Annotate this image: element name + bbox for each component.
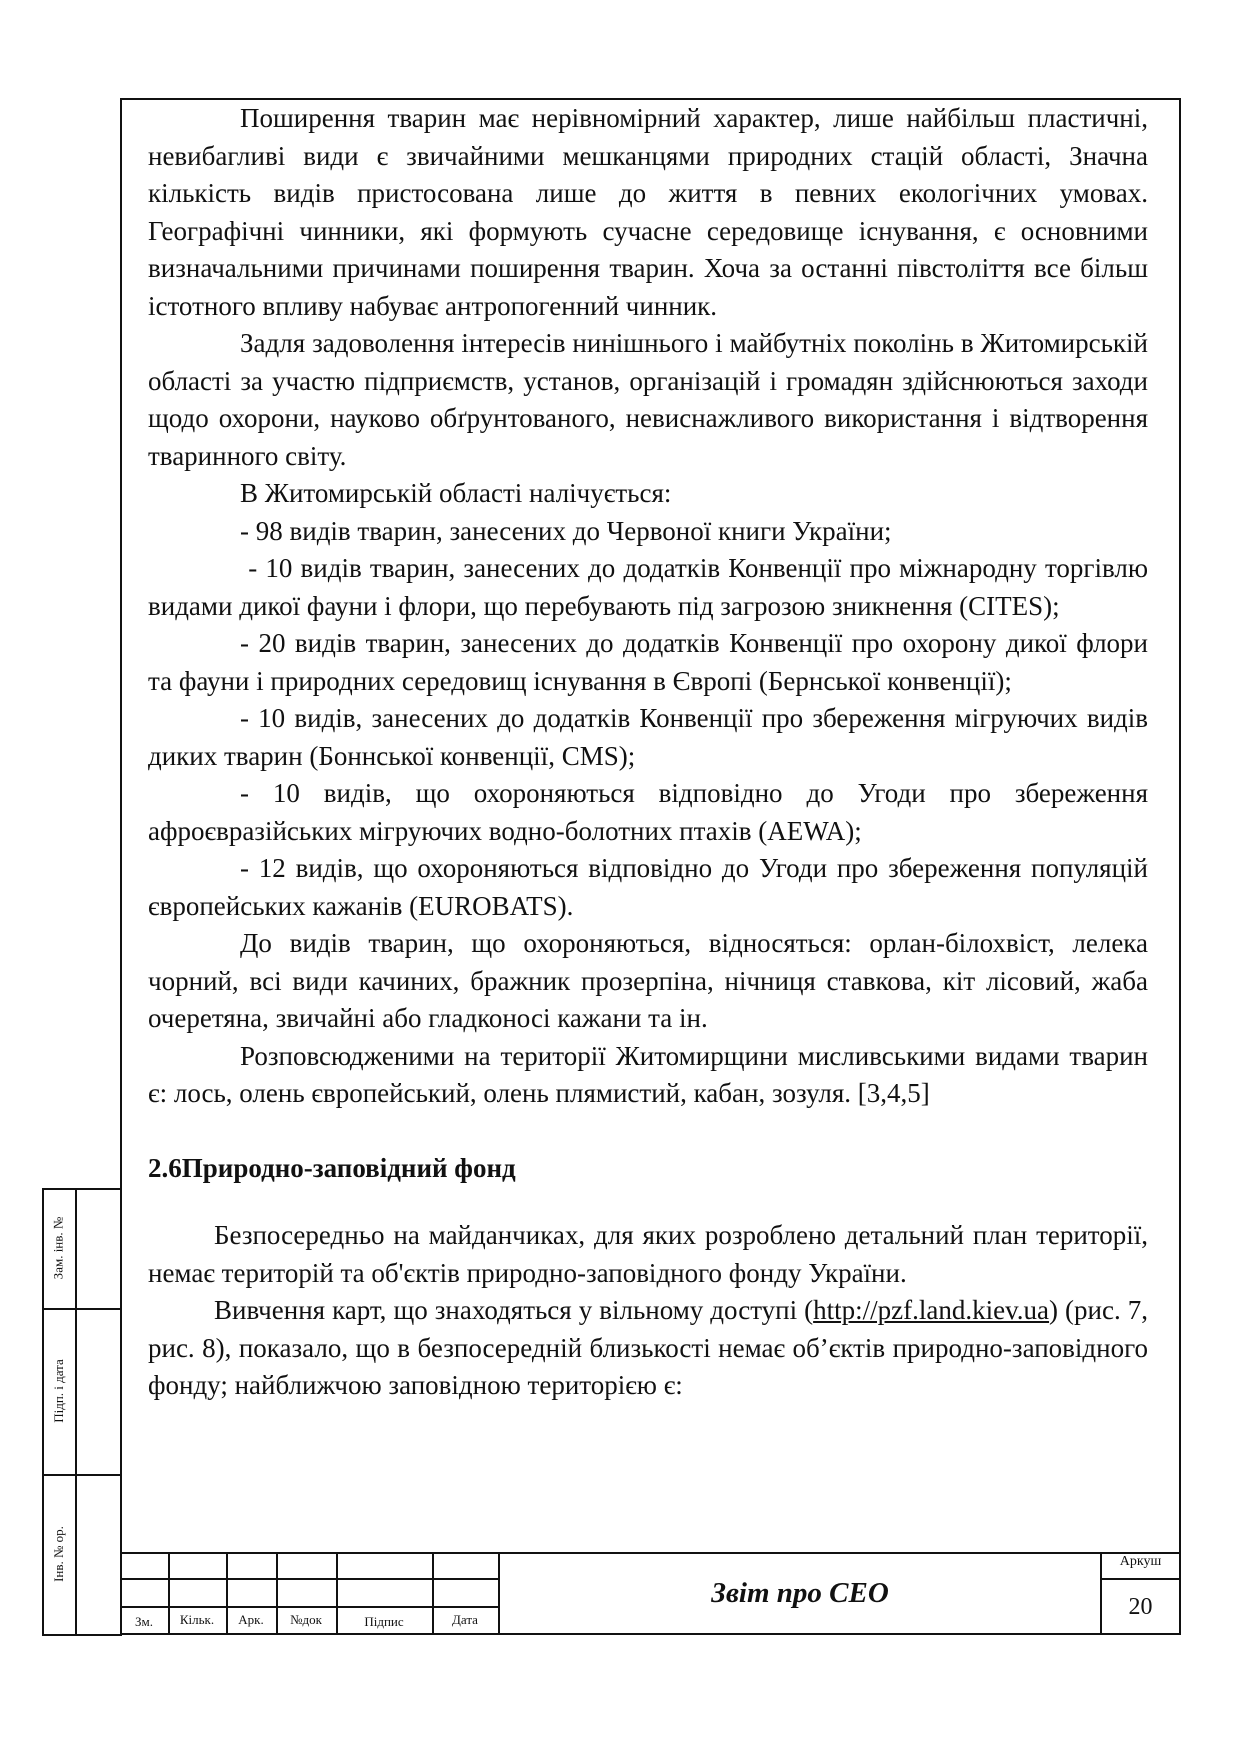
document-title: Звіт про СЕО: [711, 1577, 889, 1609]
paragraph: До видів тварин, що охороняються, відносяться: орлан-білохвіст, лелека чорний, всі види качиних, бражник прозерпіна, нічниця ставкова, кіт лісовий, жаба очеретяна, звичайні або гладконосі кажани та ін.: [148, 928, 1148, 1033]
title-block-line: [1100, 1578, 1181, 1580]
inv-orig-label: Інв. № ор.: [50, 1526, 66, 1582]
list-item: - 12 видів, що охороняються відповідно до Угоди про збереження популяцій європейських кажанів (EUROBATS).: [148, 853, 1148, 921]
list-item: - 10 видів, що охороняються відповідно до Угоди про збереження афроєвразійських мігруючих водно-болотних птахів (AEWA);: [148, 778, 1148, 846]
side-stamp-divider: [75, 1188, 77, 1634]
col-label: Арк.: [238, 1612, 264, 1627]
paragraph: В Житомирській області налічується:: [240, 478, 672, 508]
pidp-data-label: Підп. і дата: [50, 1359, 66, 1423]
paragraph: [148, 1292, 1148, 1405]
paragraph: Поширення тварин має нерівномірний характер, лише найбільш пластичні, невибагливі види є звичайними мешканцями природних стацій області, Значна кількість видів пристосована лише до життя в певних екологічних умовах. Географічні чинники, які формують сучасне середовище існування, є основними визначальними причинами поширення тварин. Хоча за останні півстоліття все більш істотного впливу набуває антропогенний чинник.: [148, 103, 1148, 321]
col-label: Підпис: [364, 1614, 404, 1629]
paragraph: Безпосередньо на майданчиках, для яких розроблено детальний план території, немає територій та об'єктів природно-заповідного фонду України.: [148, 1220, 1148, 1288]
col-label: Зм.: [135, 1614, 153, 1629]
pzf-link[interactable]: http://pzf.land.kiev.ua: [813, 1295, 1050, 1325]
document-body: [148, 100, 1155, 1405]
col-label: Кільк.: [179, 1612, 215, 1627]
col-label: №док: [290, 1612, 322, 1627]
list-item: - 10 видів тварин, занесених до додатків Конвенції про міжнародну торгівлю видами дикої фауни і флори, що перебувають під загрозою зникнення (CITES);: [148, 553, 1155, 621]
paragraph-text: Вивчення карт, що знаходяться у вільному доступі (: [214, 1295, 814, 1325]
title-block: [120, 1552, 1181, 1635]
side-stamp-cell: [42, 1308, 75, 1474]
sheet-label: Аркуш: [1119, 1554, 1162, 1569]
section-heading: 2.6Природно-заповідний фонд: [148, 1152, 516, 1183]
list-item: - 98 видів тварин, занесених до Червоної книги України;: [240, 515, 892, 546]
side-stamp-cell: [42, 1474, 75, 1634]
paragraph: Розповсюдженими на території Житомирщини мисливськими видами тварин є: лось, олень європейський, олень плямистий, кабан, зозуля. [3,4,5]: [148, 1040, 1148, 1108]
paragraph: Задля задоволення інтересів нинішнього і майбутніх поколінь в Житомирській області за участю підприємств, установ, організацій і громадян здійснюються заходи щодо охорони, науково обґрунтованого, невиснажливого використання і відтворення тваринного світу.: [148, 328, 1148, 471]
paragraph-text: ) (рис. 7, рис. 8), показало, що в безпосередній близькості немає об’єктів природно-заповідного фонду; найближчою заповідною територією є:: [148, 1295, 1148, 1400]
list-item: - 20 видів тварин, занесених до додатків Конвенції про охорону дикої флори та фауни і природних середовищ існування в Європі (Бернської конвенції);: [148, 628, 1148, 696]
list-item: - 10 видів, занесених до додатків Конвенції про збереження мігруючих видів диких тварин (Боннської конвенції, CMS);: [148, 703, 1148, 771]
zam-inv-label: Зам. інв. №: [50, 1216, 66, 1280]
side-stamp: [42, 1188, 120, 1634]
title-block-line: [120, 1606, 498, 1608]
sheet-number: 20: [1128, 1593, 1153, 1620]
side-stamp-cell: [42, 1188, 75, 1308]
title-block-line: [120, 1578, 498, 1580]
col-label: Дата: [452, 1612, 478, 1627]
